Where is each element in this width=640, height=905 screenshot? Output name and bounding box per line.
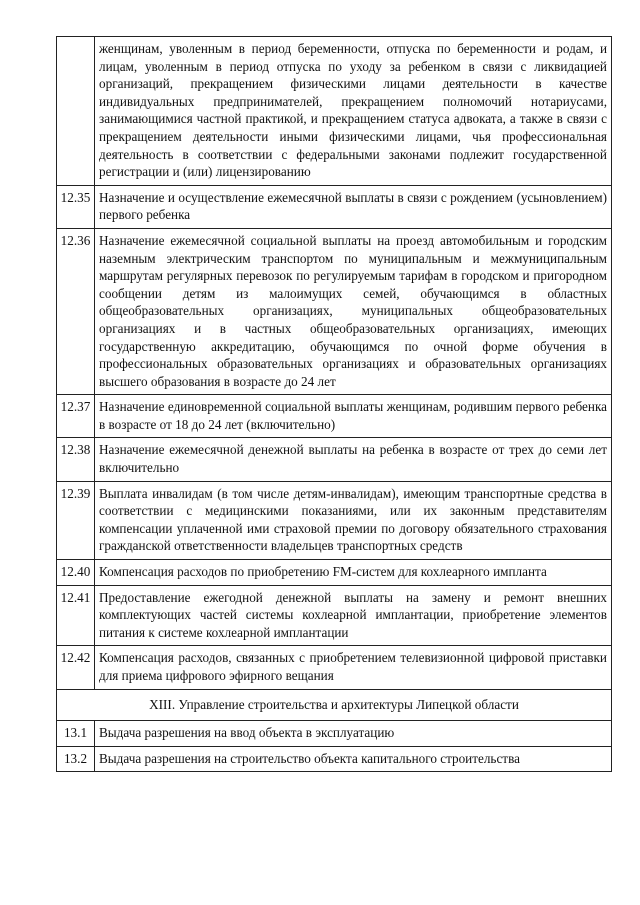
row-text: Назначение ежемесячной социальной выплаты на проезд автомобильным и городским наземным электрическим транспортом по муниципальным и межмуниципальным маршрутам регулярных перевозок по регулируемым тарифам в городском и пригородном сообщении детям из малоимущих семей, обучающимся в областных общеобразовательных организациях, муниципальных общеобразовательных организациях и в частных общеобразовательных организациях, имеющих государственную аккредитацию, обучающимся по очной форме обучения в профессиональных образовательных организациях и образовательных организациях высшего образования в возрасте до 24 лет bbox=[95, 228, 612, 394]
row-number: 12.40 bbox=[57, 560, 95, 586]
row-number: 12.41 bbox=[57, 585, 95, 646]
row-number bbox=[57, 37, 95, 186]
row-text: Назначение единовременной социальной выплаты женщинам, родившим первого ребенка в возрасте от 18 до 24 лет (включительно) bbox=[95, 395, 612, 438]
row-text: женщинам, уволенным в период беременности, отпуска по беременности и родам, и лицам, уволенным в период отпуска по уходу за ребенком в связи с ликвидацией организаций, прекращением физическими лицами деятельности в качестве индивидуальных предпринимателей, прекращением полномочий нотариусами, занимающимися частной практикой, и прекращением статуса адвоката, а также в связи с прекращением деятельности иными физическими лицами, чья профессиональная деятельность в соответствии с федеральными законами подлежит государственной регистрации и (или) лицензированию bbox=[95, 37, 612, 186]
table-row bbox=[57, 185, 612, 228]
row-text: Выплата инвалидам (в том числе детям-инвалидам), имеющим транспортные средства в соответствии с медицинскими показаниями, или их законным представителям компенсации уплаченной ими страховой премии по договору обязательного страхования гражданской ответственности владельцев транспортных средств bbox=[95, 481, 612, 559]
table-row bbox=[57, 481, 612, 559]
row-text: Предоставление ежегодной денежной выплаты на замену и ремонт внешних комплектующих частей системы кохлеарной имплантации, приобретение элементов питания к системе кохлеарной имплантации bbox=[95, 585, 612, 646]
row-text: Назначение и осуществление ежемесячной выплаты в связи с рождением (усыновлением) первого ребенка bbox=[95, 185, 612, 228]
services-table bbox=[56, 36, 612, 772]
row-text: Компенсация расходов по приобретению FM-систем для кохлеарного импланта bbox=[95, 560, 612, 586]
table-row bbox=[57, 395, 612, 438]
row-number: 12.37 bbox=[57, 395, 95, 438]
row-text: Выдача разрешения на строительство объекта капитального строительства bbox=[95, 746, 612, 772]
row-number: 12.35 bbox=[57, 185, 95, 228]
row-text: Выдача разрешения на ввод объекта в эксплуатацию bbox=[95, 721, 612, 747]
row-text: Назначение ежемесячной денежной выплаты на ребенка в возрасте от трех до семи лет включительно bbox=[95, 438, 612, 481]
table-row bbox=[57, 746, 612, 772]
row-number: 12.38 bbox=[57, 438, 95, 481]
row-number: 12.42 bbox=[57, 646, 95, 689]
row-number: 12.39 bbox=[57, 481, 95, 559]
row-number: 13.2 bbox=[57, 746, 95, 772]
table-row bbox=[57, 560, 612, 586]
row-number: 13.1 bbox=[57, 721, 95, 747]
table-row bbox=[57, 228, 612, 394]
section-header-row bbox=[57, 689, 612, 721]
table-row bbox=[57, 646, 612, 689]
row-text: Компенсация расходов, связанных с приобретением телевизионной цифровой приставки для приема цифрового эфирного вещания bbox=[95, 646, 612, 689]
table-row bbox=[57, 37, 612, 186]
row-number: 12.36 bbox=[57, 228, 95, 394]
table-row bbox=[57, 585, 612, 646]
table-row bbox=[57, 721, 612, 747]
section-heading: XIII. Управление строительства и архитектуры Липецкой области bbox=[57, 689, 612, 721]
table-row bbox=[57, 438, 612, 481]
